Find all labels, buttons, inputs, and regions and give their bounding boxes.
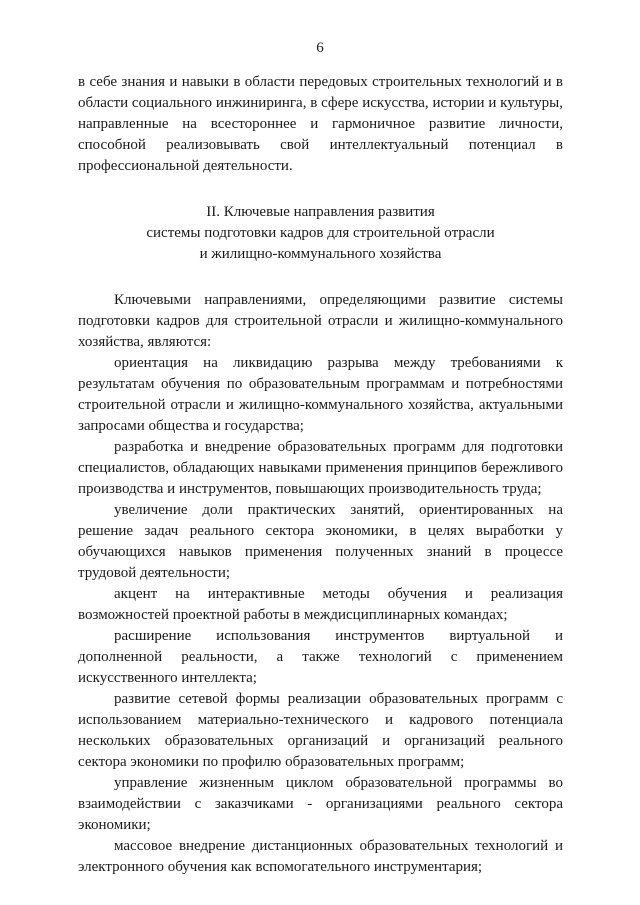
lead-paragraph: Ключевыми направлениями, определяющими развитие системы подготовки кадров для строительной отрасли и жилищно-коммунального хозяйства, являются:	[78, 292, 563, 350]
section-heading-line-1: II. Ключевые направления развития	[206, 204, 435, 220]
page-number: 6	[316, 40, 324, 56]
section-heading-line-2: системы подготовки кадров для строительной отрасли	[146, 225, 495, 241]
section-heading	[78, 202, 563, 265]
list-item: разработка и внедрение образовательных программ для подготовки специалистов, обладающих навыками применения принципов бережливого производства и инструментов, повышающих производительность труда;	[78, 439, 563, 497]
list-item: массовое внедрение дистанционных образовательных технологий и электронного обучения как вспомогательного инструментария;	[78, 838, 563, 875]
list-item: расширение использования инструментов виртуальной и дополненной реальности, а также технологий с применением искусственного интеллекта;	[78, 628, 563, 686]
list-item: ориентация на ликвидацию разрыва между требованиями к результатам обучения по образовательным программам и потребностями строительной отрасли и жилищно-коммунального хозяйства, актуальными запросами общества и государства;	[78, 355, 563, 434]
intro-paragraph: в себе знания и навыки в области передовых строительных технологий и в области социального инжиниринга, в сфере искусства, истории и культуры, направленные на всестороннее и гармоничное развитие личности, способной реализовывать свой интеллектуальный потенциал в профессиональной деятельности.	[78, 74, 563, 174]
document-body	[78, 72, 563, 878]
list-item: акцент на интерактивные методы обучения и реализация возможностей проектной работы в междисциплинарных командах;	[78, 586, 563, 623]
list-item: увеличение доли практических занятий, ориентированных на решение задач реального сектора экономики, в целях выработки у обучающихся навыков применения полученных знаний в процессе трудовой деятельности;	[78, 502, 563, 581]
list-item: развитие сетевой формы реализации образовательных программ с использованием материально-технического и кадрового потенциала нескольких образовательных организаций и организаций реального сектора экономики по профилю образовательных программ;	[78, 691, 563, 770]
section-heading-line-3: и жилищно-коммунального хозяйства	[199, 246, 442, 262]
list-item: управление жизненным циклом образовательной программы во взаимодействии с заказчиками - организациями реального сектора экономики;	[78, 775, 563, 833]
